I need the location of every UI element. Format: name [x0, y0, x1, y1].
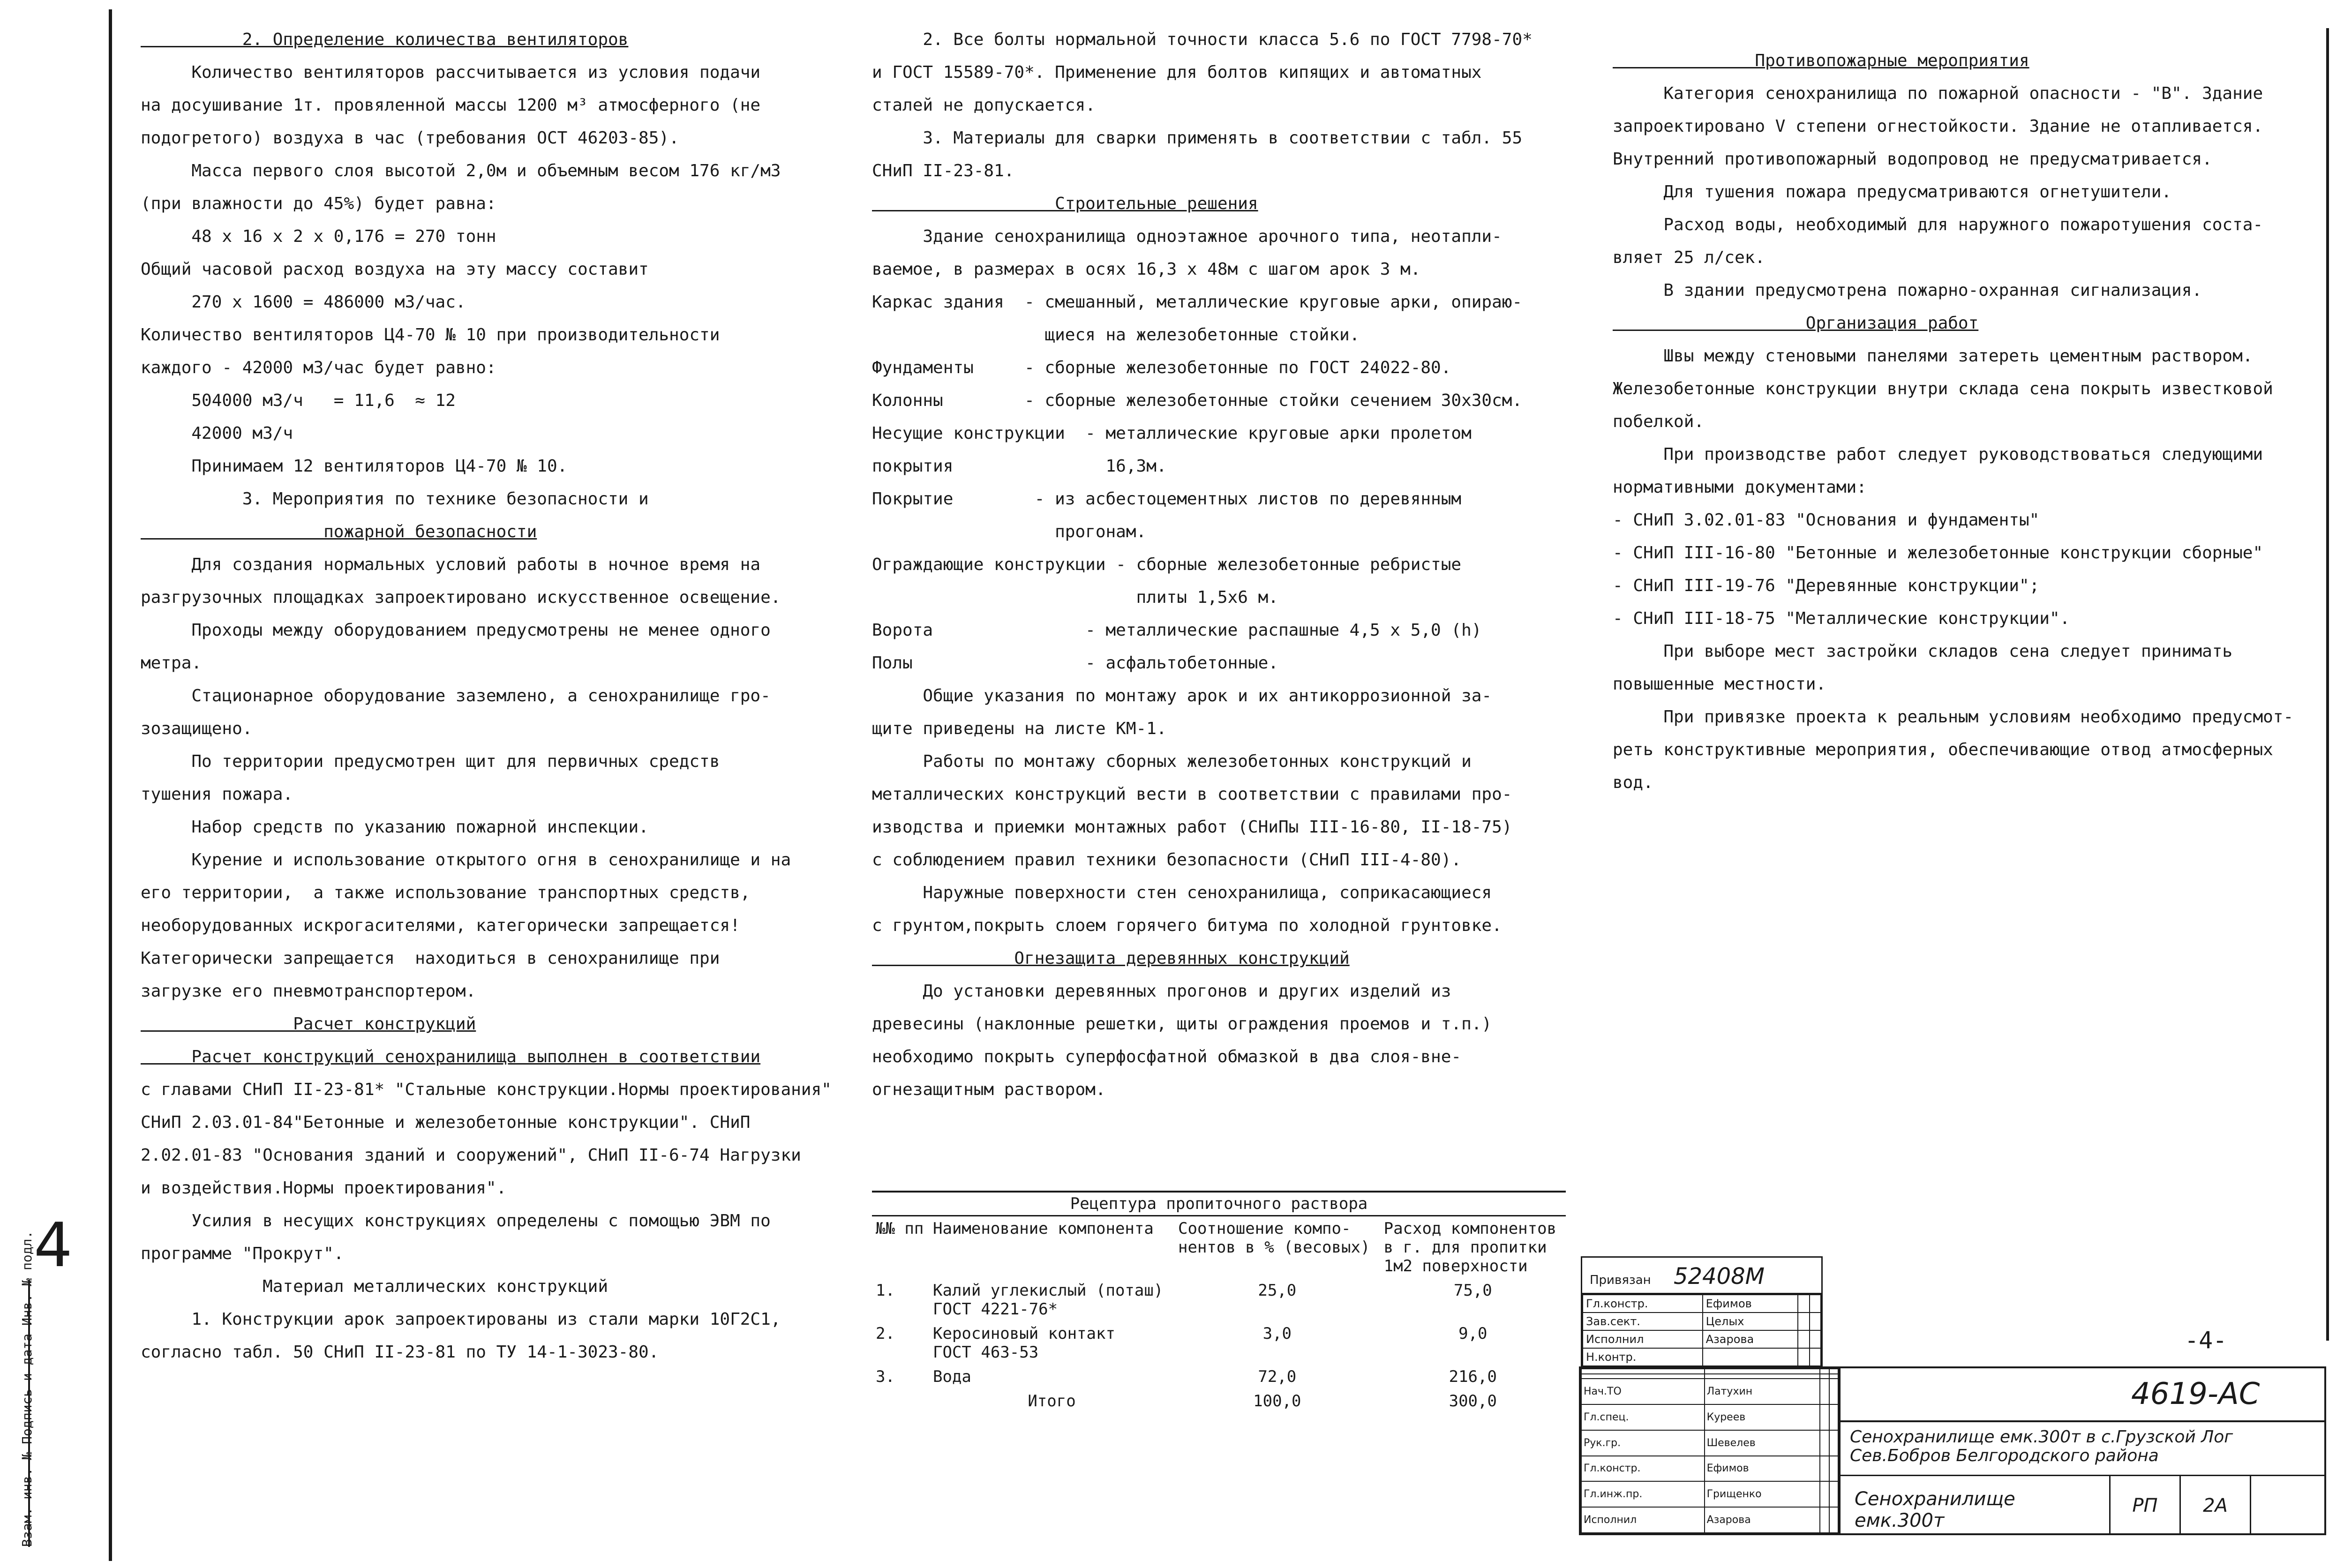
text-line: ваемое, в размерах в осях 16,3 x 48м с шагом арок 3 м.: [872, 260, 1421, 279]
text-line: пожарной безопасности: [141, 522, 537, 541]
recipe-table: [872, 1191, 1566, 1413]
text-line: повышенные местности.: [1613, 675, 1826, 694]
binding-person: Ефимов: [1703, 1295, 1798, 1313]
recipe-cell: 1.: [876, 1281, 895, 1300]
column-left: [141, 23, 832, 1369]
sheet-cell: 2А: [2181, 1476, 2251, 1533]
text-line: - СНиП III-19-76 "Деревянные конструкции";: [1613, 576, 2040, 595]
sheet-border-right: [2326, 28, 2329, 1341]
recipe-cell: 25,0: [1258, 1281, 1297, 1300]
text-line: Набор средств по указанию пожарной инспекции.: [141, 818, 649, 837]
text-line: Работы по монтажу сборных железобетонных конструкций и: [872, 752, 1472, 771]
text-line: При привязке проекта к реальным условиям необходимо предусмот-: [1613, 707, 2294, 727]
recipe-cell: 72,0: [1258, 1367, 1297, 1386]
text-line: При производстве работ следует руководствоваться следующими: [1613, 445, 2263, 464]
text-line: Общий часовой расход воздуха на эту массу составит: [141, 260, 649, 279]
title-block-row: [1581, 1404, 1838, 1430]
recipe-row: [872, 1365, 1566, 1389]
text-line: 2. Определение количества вентиляторов: [141, 30, 629, 49]
recipe-cell: 9,0: [1458, 1324, 1488, 1343]
text-line: программе "Прокрут".: [141, 1244, 344, 1263]
text-line: 3. Мероприятия по технике безопасности и: [141, 489, 649, 509]
title-block-person: Грищенко: [1705, 1481, 1820, 1507]
text-line: с главами СНиП II-23-81* "Стальные конструкции.Нормы проектирования": [141, 1080, 832, 1099]
text-line: щиеся на железобетонные стойки.: [872, 325, 1360, 345]
text-line: 2.02.01-83 "Основания зданий и сооружений", СНиП II-6-74 Нагрузки: [141, 1146, 801, 1165]
text-line: метра.: [141, 653, 202, 673]
text-line: Фундаменты - сборные железобетонные по ГОСТ 24022-80.: [872, 358, 1451, 377]
text-line: В здании предусмотрена пожарно-охранная сигнализация.: [1613, 281, 2202, 300]
title-block-person: Латухин: [1705, 1379, 1820, 1404]
recipe-row: [872, 1321, 1566, 1365]
text-line: реть конструктивные мероприятия, обеспечивающие отвод атмосферных: [1613, 740, 2273, 759]
title-block-grid: [1581, 1368, 1839, 1533]
binding-block: [1581, 1256, 1823, 1368]
text-line: тушения пожара.: [141, 785, 293, 804]
recipe-header-cell: Наименование компонента: [933, 1219, 1154, 1238]
text-line: Организация работ: [1613, 314, 1979, 333]
side-stamp: [19, 1230, 82, 1547]
title-block-role: Нач.ТО: [1581, 1379, 1705, 1404]
text-line: Категория сенохранилища по пожарной опасности - "В". Здание: [1613, 84, 2263, 103]
binding-person: Целых: [1703, 1313, 1798, 1330]
recipe-cell: 3.: [876, 1367, 895, 1386]
text-line: каждого - 42000 м3/час будет равно:: [141, 358, 496, 377]
text-line: 504000 м3/ч = 11,6 ≈ 12: [141, 391, 456, 410]
sheet-border-left: [109, 9, 112, 1561]
text-line: Каркас здания - смешанный, металлические круговые арки, опираю-: [872, 293, 1523, 312]
title-block-role: Гл.спец.: [1581, 1404, 1705, 1430]
text-line: Строительные решения: [872, 194, 1258, 213]
text-line: - СНиП III-16-80 "Бетонные и железобетонные конструкции сборные": [1613, 543, 2263, 563]
title-block-role: Гл.констр.: [1581, 1456, 1705, 1482]
text-line: Железобетонные конструкции внутри склада сена покрыть известковой: [1613, 379, 2273, 398]
title-block-row: [1581, 1369, 1838, 1374]
recipe-header-cell: №№ пп: [876, 1219, 924, 1238]
text-line: 270 x 1600 = 486000 м3/час.: [141, 293, 466, 312]
title-block-person: Ефимов: [1705, 1456, 1820, 1482]
text-line: изводства и приемки монтажных работ (СНиПы III-16-80, II-18-75): [872, 818, 1512, 837]
text-line: - СНиП 3.02.01-83 "Основания и фундаменты": [1613, 510, 2040, 530]
text-line: Здание сенохранилища одноэтажное арочного типа, неотапли-: [872, 227, 1502, 246]
text-line: До установки деревянных прогонов и других изделий из: [872, 982, 1451, 1001]
title-block-role: Исполнил: [1581, 1507, 1705, 1533]
binding-role: Гл.констр.: [1583, 1295, 1703, 1313]
text-line: СНиП 2.03.01-84"Бетонные и железобетонные конструкции". СНиП: [141, 1113, 751, 1132]
recipe-cell: Калий углекислый (поташ) ГОСТ 4221-76*: [933, 1281, 1164, 1319]
text-line: Огнезащита деревянных конструкций: [872, 949, 1350, 968]
text-line: Усилия в несущих конструкциях определены с помощью ЭВМ по: [141, 1211, 771, 1230]
recipe-cell: Керосиновый контакт ГОСТ 463-53: [933, 1324, 1115, 1362]
text-line: Покрытие - из асбестоцементных листов по деревянным: [872, 489, 1462, 509]
recipe-cell: Вода: [933, 1367, 971, 1386]
text-line: Материал металлических конструкций: [141, 1277, 608, 1296]
text-line: металлических конструкций вести в соответствии с правилами про-: [872, 785, 1512, 804]
recipe-cell: 3,0: [1262, 1324, 1292, 1343]
text-line: нормативными документами:: [1613, 478, 1867, 497]
text-line: (при влажности до 45%) будет равна:: [141, 194, 496, 213]
text-line: с грунтом,покрыть слоем горячего битума по холодной грунтовке.: [872, 916, 1502, 935]
title-block-person: Куреев: [1705, 1404, 1820, 1430]
text-line: сталей не допускается.: [872, 96, 1096, 115]
binding-row: [1583, 1348, 1821, 1366]
recipe-cell: [872, 1389, 929, 1413]
text-line: 3. Материалы для сварки применять в соответствии с табл. 55: [872, 128, 1523, 148]
title-block-row: [1581, 1507, 1838, 1533]
text-line: Ворота - металлические распашные 4,5 x 5,0 (h): [872, 621, 1482, 640]
binding-row: [1583, 1330, 1821, 1348]
text-line: Проходы между оборудованием предусмотрены не менее одного: [141, 621, 771, 640]
text-line: и ГОСТ 15589-70*. Применение для болтов кипящих и автоматных: [872, 63, 1482, 82]
text-line: Расчет конструкций сенохранилища выполнен в соответствии: [141, 1047, 761, 1066]
text-line: древесины (наклонные решетки, щиты ограждения проемов и т.п.): [872, 1014, 1492, 1034]
recipe-cell: 300,0: [1449, 1392, 1497, 1410]
title-block-role: Гл.инж.пр.: [1581, 1481, 1705, 1507]
side-stamp-text: Взам. инв. № Подпись и дата Инв. № подл.: [19, 1230, 35, 1547]
text-line: на досушивание 1т. провяленной массы 1200 м³ атмосферного (не: [141, 96, 761, 115]
binding-number: 52408М: [1673, 1263, 1765, 1290]
text-line: Количество вентиляторов Ц4-70 № 10 при производительности: [141, 325, 720, 345]
page-label: -4-: [2185, 1327, 2227, 1354]
sheet-number: 4: [34, 1209, 73, 1281]
text-line: вод.: [1613, 773, 1653, 792]
recipe-cell: 100,0: [1253, 1392, 1301, 1410]
binding-label: Привязан: [1590, 1273, 1651, 1287]
text-line: Полы - асфальтобетонные.: [872, 653, 1278, 673]
title-block-row: [1581, 1379, 1838, 1404]
binding-person: Азарова: [1703, 1330, 1798, 1348]
text-line: его территории, а также использование транспортных средств,: [141, 883, 751, 902]
text-line: Внутренний противопожарный водопровод не предусматривается.: [1613, 150, 2212, 169]
title-block-row: [1581, 1481, 1838, 1507]
text-line: 2. Все болты нормальной точности класса 5.6 по ГОСТ 7798-70*: [872, 30, 1533, 49]
text-line: Стационарное оборудование заземлено, а сенохранилище гро-: [141, 686, 771, 705]
text-line: Для тушения пожара предусматриваются огнетушители.: [1613, 182, 2172, 202]
text-line: Несущие конструкции - металлические круговые арки пролетом: [872, 424, 1472, 443]
binding-row: [1583, 1295, 1821, 1313]
text-line: прогонам.: [872, 522, 1147, 541]
text-line: с соблюдением правил техники безопасности (СНиП III-4-80).: [872, 850, 1462, 870]
text-line: Расчет конструкций: [141, 1014, 476, 1034]
recipe-header-cell: Соотношение компо- нентов в % (весовых): [1178, 1219, 1370, 1257]
text-line: разгрузочных площадках запроектировано искусственное освещение.: [141, 588, 781, 607]
text-line: Противопожарные мероприятия: [1613, 51, 2029, 70]
recipe-cell: 75,0: [1453, 1281, 1492, 1300]
binding-role: Зав.сект.: [1583, 1313, 1703, 1330]
text-line: Курение и использование открытого огня в сенохранилище и на: [141, 850, 791, 870]
column-middle: [872, 23, 1561, 1106]
recipe-cell: 2.: [876, 1324, 895, 1343]
text-line: вляет 25 л/сек.: [1613, 248, 1766, 267]
text-line: Швы между стеновыми панелями затереть цементным раствором.: [1613, 346, 2253, 366]
recipe-caption: Рецептура пропиточного раствора: [872, 1191, 1566, 1216]
text-line: огнезащитным раствором.: [872, 1080, 1106, 1099]
title-block-row: [1581, 1374, 1838, 1379]
text-line: и воздействия.Нормы проектирования".: [141, 1178, 507, 1198]
recipe-total-row: [872, 1389, 1566, 1413]
text-line: Для создания нормальных условий работы в ночное время на: [141, 555, 761, 574]
text-line: запроектировано V степени огнестойкости. Здание не отапливается.: [1613, 117, 2263, 136]
project-title: Сенохранилище емк.300т в с.Грузской Лог Сев.Бобров Белгородского района: [1839, 1422, 2324, 1476]
recipe-cell: Итого: [1028, 1392, 1076, 1410]
title-block-row: [1581, 1430, 1838, 1456]
title-block-person: Шевелев: [1705, 1430, 1820, 1456]
text-line: покрытия 16,3м.: [872, 457, 1167, 476]
binding-row: [1583, 1313, 1821, 1330]
text-line: Общие указания по монтажу арок и их антикоррозионной за-: [872, 686, 1492, 705]
text-line: побелкой.: [1613, 412, 1705, 431]
text-line: щите приведены на листе КМ-1.: [872, 719, 1167, 738]
text-line: - СНиП III-18-75 "Металлические конструкции".: [1613, 609, 2070, 628]
text-line: подогретого) воздуха в час (требования ОСТ 46203-85).: [141, 128, 679, 148]
text-line: загрузке его пневмотранспортером.: [141, 982, 476, 1001]
text-line: Масса первого слоя высотой 2,0м и объемным весом 176 кг/м3: [141, 161, 781, 180]
project-code: 4619-АС: [1839, 1368, 2324, 1422]
recipe-cell: 216,0: [1449, 1367, 1497, 1386]
text-line: Расход воды, необходимый для наружного пожаротушения соста-: [1613, 215, 2263, 234]
text-line: Наружные поверхности стен сенохранилища, соприкасающиеся: [872, 883, 1492, 902]
column-right: [1613, 45, 2316, 799]
text-line: 42000 м3/ч: [141, 424, 293, 443]
binding-header: [1582, 1258, 1821, 1294]
text-line: Количество вентиляторов рассчитывается из условия подачи: [141, 63, 761, 82]
text-line: СНиП II-23-81.: [872, 161, 1014, 180]
binding-role: Н.контр.: [1583, 1348, 1703, 1366]
text-line: Ограждающие конструкции - сборные железобетонные ребристые: [872, 555, 1462, 574]
text-line: 1. Конструкции арок запроектированы из стали марки 10Г2С1,: [141, 1310, 781, 1329]
text-line: зозащищено.: [141, 719, 253, 738]
text-line: плиты 1,5x6 м.: [872, 588, 1278, 607]
recipe-header-row: [872, 1216, 1566, 1278]
title-block-role: Рук.гр.: [1581, 1430, 1705, 1456]
text-line: Колонны - сборные железобетонные стойки сечением 30x30см.: [872, 391, 1523, 410]
text-line: Принимаем 12 вентиляторов Ц4-70 № 10.: [141, 457, 568, 476]
text-line: необорудованных искрогасителями, категорически запрещается!: [141, 916, 740, 935]
binding-person: [1703, 1348, 1798, 1366]
title-block: [1579, 1366, 2326, 1535]
stage-cell: РП: [2111, 1476, 2181, 1533]
text-line: Категорически запрещается находиться в сенохранилище при: [141, 949, 720, 968]
text-line: По территории предусмотрен щит для первичных средств: [141, 752, 720, 771]
recipe-row: [872, 1278, 1566, 1321]
recipe-header-cell: Расход компонентов в г. для пропитки 1м2 поверхности: [1383, 1219, 1557, 1275]
binding-role: Исполнил: [1583, 1330, 1703, 1348]
text-line: 48 x 16 x 2 x 0,176 = 270 тонн: [141, 227, 496, 246]
title-block-row: [1581, 1456, 1838, 1482]
sheet-title: Сенохранилище емк.300т: [1839, 1476, 2111, 1533]
text-line: согласно табл. 50 СНиП II-23-81 по ТУ 14-1-3023-80.: [141, 1343, 659, 1362]
text-line: При выборе мест застройки складов сена следует принимать: [1613, 642, 2233, 661]
text-line: необходимо покрыть суперфосфатной обмазкой в два слоя-вне-: [872, 1047, 1462, 1066]
title-block-person: Азарова: [1705, 1507, 1820, 1533]
